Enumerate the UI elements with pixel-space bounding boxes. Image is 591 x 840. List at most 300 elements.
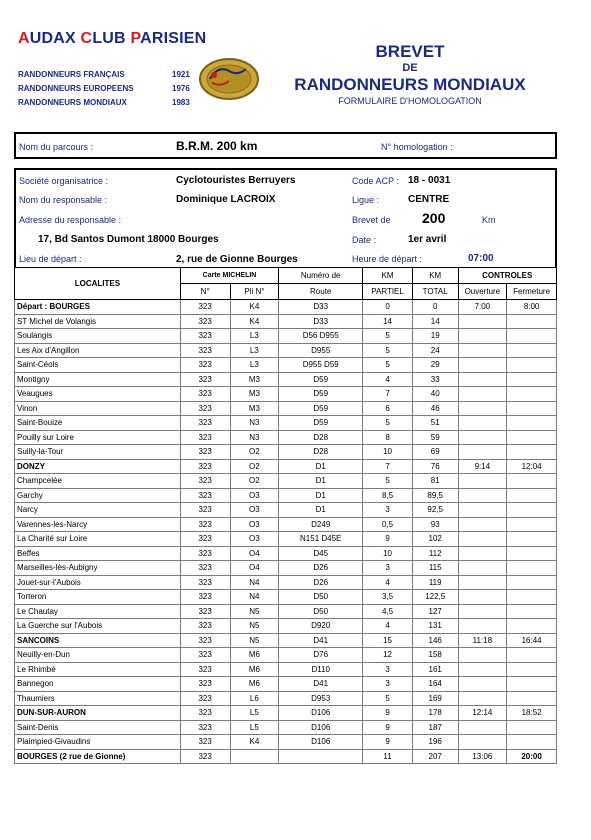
fold-cell: N5 (230, 633, 279, 648)
partial-km-cell: 15 (363, 633, 413, 648)
table-row (15, 706, 557, 721)
closing-time-cell: 12:04 (507, 459, 557, 474)
fold-cell: O2 (230, 459, 279, 474)
total-km-cell: 122,5 (412, 590, 458, 605)
route-cell: D1 (279, 488, 363, 503)
closing-time-cell (507, 604, 557, 619)
route-cell: D41 (279, 677, 363, 692)
closing-time-cell: 18:52 (507, 706, 557, 721)
route-cell: D59 (279, 387, 363, 402)
closing-time-cell: 8:00 (507, 300, 557, 315)
closing-time-cell (507, 677, 557, 692)
table-row (15, 372, 557, 387)
opening-time-cell (458, 488, 507, 503)
partial-km-cell: 10 (363, 546, 413, 561)
partial-km-cell: 4 (363, 575, 413, 590)
locality-cell: Veaugues (15, 387, 181, 402)
route-cell: D1 (279, 503, 363, 518)
route-cell: D28 (279, 445, 363, 460)
fold-cell: N3 (230, 416, 279, 431)
closing-header: Fermeture (507, 284, 557, 300)
partial-km-cell: 4,5 (363, 604, 413, 619)
total-km-cell: 46 (412, 401, 458, 416)
map-number-cell: 323 (180, 343, 230, 358)
partial-km-cell: 0,5 (363, 517, 413, 532)
table-row (15, 546, 557, 561)
fold-cell: O3 (230, 503, 279, 518)
start-place-label: Lieu de départ : (19, 254, 82, 264)
table-row (15, 604, 557, 619)
closing-time-cell (507, 314, 557, 329)
map-number-cell: 323 (180, 677, 230, 692)
locality-cell: Le Chautay (15, 604, 181, 619)
route-cell: D59 (279, 372, 363, 387)
route-name-label: Nom du parcours : (19, 142, 94, 152)
map-number-cell: 323 (180, 648, 230, 663)
closing-time-cell (507, 358, 557, 373)
society-label: Société organisatrice : (19, 176, 109, 186)
start-time-label: Heure de départ : (352, 254, 423, 264)
league-label: Ligue : (352, 195, 380, 205)
route-name-value: B.R.M. 200 km (176, 139, 258, 153)
locality-cell: Pouilly sur Loire (15, 430, 181, 445)
fold-cell: O2 (230, 474, 279, 489)
locality-cell: Les Aix d'Angillon (15, 343, 181, 358)
route-cell: D76 (279, 648, 363, 663)
michelin-map-header: Carte MICHELIN (180, 268, 278, 284)
closing-time-cell (507, 401, 557, 416)
total-km-cell: 115 (412, 561, 458, 576)
map-number-cell: 323 (180, 706, 230, 721)
opening-time-cell (458, 474, 507, 489)
locality-cell: Thaumiers (15, 691, 181, 706)
map-number-cell: 323 (180, 604, 230, 619)
table-row (15, 387, 557, 402)
map-number-cell: 323 (180, 590, 230, 605)
opening-header: Ouverture (458, 284, 507, 300)
total-km-cell: 76 (412, 459, 458, 474)
locality-cell: Neuilly-en-Dun (15, 648, 181, 663)
map-number-cell: 323 (180, 517, 230, 532)
closing-time-cell (507, 416, 557, 431)
total-km-cell: 146 (412, 633, 458, 648)
route-cell: D106 (279, 720, 363, 735)
federation-item (18, 68, 190, 82)
partial-km-cell: 7 (363, 459, 413, 474)
partial-km-cell: 5 (363, 343, 413, 358)
total-km-cell: 178 (412, 706, 458, 721)
route-cell: D249 (279, 517, 363, 532)
partial-header: PARTIEL (363, 284, 413, 300)
km-unit-label: Km (482, 215, 496, 225)
route-cell: D1 (279, 474, 363, 489)
partial-km-cell: 14 (363, 314, 413, 329)
federation-year: 1976 (172, 84, 190, 93)
federation-year: 1921 (172, 70, 190, 79)
table-row (15, 488, 557, 503)
table-row (15, 633, 557, 648)
organisation-box (14, 168, 557, 267)
map-number-cell: 323 (180, 532, 230, 547)
fold-cell: K4 (230, 735, 279, 750)
total-km-cell: 93 (412, 517, 458, 532)
fold-cell: M6 (230, 648, 279, 663)
medal-logo (198, 57, 260, 101)
km-partial-header-top: KM (363, 268, 413, 284)
opening-time-cell (458, 677, 507, 692)
route-cell: D106 (279, 706, 363, 721)
federation-name: RANDONNEURS EUROPEENS (18, 84, 134, 93)
form-subtitle: FORMULAIRE D'HOMOLOGATION (338, 96, 482, 106)
map-number-cell: 323 (180, 488, 230, 503)
opening-time-cell (458, 503, 507, 518)
total-km-cell: 0 (412, 300, 458, 315)
fold-cell: N3 (230, 430, 279, 445)
locality-cell: Marseilles-lès-Aubigny (15, 561, 181, 576)
opening-time-cell (458, 358, 507, 373)
locality-cell: DONZY (15, 459, 181, 474)
code-acp-label: Code ACP : (352, 176, 399, 186)
total-km-cell: 164 (412, 677, 458, 692)
opening-time-cell (458, 387, 507, 402)
club-name: AUDAX CLUB PARISIEN (18, 30, 207, 47)
total-km-cell: 40 (412, 387, 458, 402)
opening-time-cell (458, 735, 507, 750)
table-row (15, 503, 557, 518)
opening-time-cell: 12:14 (458, 706, 507, 721)
route-cell: D41 (279, 633, 363, 648)
map-number-cell: 323 (180, 358, 230, 373)
federation-name: RANDONNEURS FRANÇAIS (18, 70, 125, 79)
closing-time-cell: 20:00 (507, 749, 557, 764)
opening-time-cell (458, 546, 507, 561)
locality-cell: Saint-Bouize (15, 416, 181, 431)
partial-km-cell: 9 (363, 735, 413, 750)
opening-time-cell (458, 619, 507, 634)
route-cell: D59 (279, 416, 363, 431)
partial-km-cell: 5 (363, 691, 413, 706)
partial-km-cell: 3 (363, 677, 413, 692)
table-row (15, 314, 557, 329)
locality-cell: Montigny (15, 372, 181, 387)
table-row (15, 474, 557, 489)
route-cell: D45 (279, 546, 363, 561)
table-row (15, 517, 557, 532)
partial-km-cell: 10 (363, 445, 413, 460)
opening-time-cell (458, 416, 507, 431)
map-number-cell: 323 (180, 633, 230, 648)
map-number-cell: 323 (180, 416, 230, 431)
map-number-cell: 323 (180, 372, 230, 387)
title-line-3: RANDONNEURS MONDIAUX (294, 75, 526, 94)
route-cell: D955 D59 (279, 358, 363, 373)
partial-km-cell: 9 (363, 706, 413, 721)
route-cell: D26 (279, 575, 363, 590)
opening-time-cell (458, 648, 507, 663)
opening-time-cell: 11:18 (458, 633, 507, 648)
title-line-1: BREVET (375, 42, 445, 61)
total-km-cell: 24 (412, 343, 458, 358)
code-acp-value: 18 - 0031 (408, 175, 451, 186)
map-number-cell: 323 (180, 445, 230, 460)
closing-time-cell (507, 343, 557, 358)
opening-time-cell (458, 430, 507, 445)
route-cell: D33 (279, 300, 363, 315)
total-km-cell: 81 (412, 474, 458, 489)
partial-km-cell: 3 (363, 662, 413, 677)
closing-time-cell (507, 619, 557, 634)
total-km-cell: 33 (412, 372, 458, 387)
table-row (15, 329, 557, 344)
locality-cell: Le Rhimbé (15, 662, 181, 677)
locality-cell: Vinon (15, 401, 181, 416)
fold-cell: M6 (230, 662, 279, 677)
map-number-cell: 323 (180, 503, 230, 518)
total-km-cell: 14 (412, 314, 458, 329)
table-row (15, 358, 557, 373)
total-km-cell: 19 (412, 329, 458, 344)
partial-km-cell: 9 (363, 532, 413, 547)
closing-time-cell (507, 575, 557, 590)
closing-time-cell (507, 387, 557, 402)
responsible-value: Dominique LACROIX (176, 194, 276, 205)
fold-cell: O3 (230, 488, 279, 503)
opening-time-cell (458, 575, 507, 590)
route-cell: D953 (279, 691, 363, 706)
locality-cell: Beffes (15, 546, 181, 561)
closing-time-cell (507, 691, 557, 706)
opening-time-cell (458, 662, 507, 677)
total-km-cell: 187 (412, 720, 458, 735)
fold-number-header: Pli N° (230, 284, 279, 300)
map-number-cell: 323 (180, 387, 230, 402)
opening-time-cell: 9:14 (458, 459, 507, 474)
route-header: Route (279, 284, 363, 300)
opening-time-cell (458, 691, 507, 706)
locality-cell: ST Michel de Volangis (15, 314, 181, 329)
locality-cell: Soulangis (15, 329, 181, 344)
locality-cell: SANCOINS (15, 633, 181, 648)
map-number-cell: 323 (180, 735, 230, 750)
opening-time-cell (458, 329, 507, 344)
route-cell: D50 (279, 590, 363, 605)
fold-cell: N5 (230, 604, 279, 619)
start-place-value: 2, rue de Gionne Bourges (176, 254, 298, 265)
fold-cell: L3 (230, 329, 279, 344)
total-km-cell: 119 (412, 575, 458, 590)
fold-cell: L5 (230, 720, 279, 735)
partial-km-cell: 4 (363, 372, 413, 387)
table-row (15, 677, 557, 692)
total-km-cell: 69 (412, 445, 458, 460)
table-row (15, 416, 557, 431)
route-cell: D1 (279, 459, 363, 474)
partial-km-cell: 8 (363, 430, 413, 445)
map-number-cell: 323 (180, 546, 230, 561)
map-number-cell: 323 (180, 749, 230, 764)
total-km-cell: 29 (412, 358, 458, 373)
date-label: Date : (352, 235, 377, 245)
partial-km-cell: 5 (363, 329, 413, 344)
fold-cell: L6 (230, 691, 279, 706)
total-km-cell: 161 (412, 662, 458, 677)
federation-item (18, 96, 190, 110)
partial-km-cell: 7 (363, 387, 413, 402)
fold-cell: O2 (230, 445, 279, 460)
locality-cell: Torteron (15, 590, 181, 605)
map-number-cell: 323 (180, 662, 230, 677)
fold-cell: L5 (230, 706, 279, 721)
federation-year: 1983 (172, 98, 190, 107)
partial-km-cell: 11 (363, 749, 413, 764)
locality-cell: Saint-Denis (15, 720, 181, 735)
table-row (15, 532, 557, 547)
closing-time-cell (507, 503, 557, 518)
locality-cell: Plaimpied-Givaudins (15, 735, 181, 750)
table-row (15, 459, 557, 474)
route-cell (279, 749, 363, 764)
total-km-cell: 89,5 (412, 488, 458, 503)
total-km-cell: 59 (412, 430, 458, 445)
closing-time-cell (507, 720, 557, 735)
fold-cell: N4 (230, 575, 279, 590)
table-row (15, 343, 557, 358)
km-total-header-top: KM (412, 268, 458, 284)
locality-cell: Narcy (15, 503, 181, 518)
closing-time-cell (507, 488, 557, 503)
title-line-2: DE (402, 62, 418, 74)
total-km-cell: 112 (412, 546, 458, 561)
opening-time-cell (458, 343, 507, 358)
table-row (15, 720, 557, 735)
opening-time-cell (458, 401, 507, 416)
fold-cell: O4 (230, 546, 279, 561)
locality-cell: BOURGES (2 rue de Gionne) (15, 749, 181, 764)
route-cell: D26 (279, 561, 363, 576)
route-cell: D56 D955 (279, 329, 363, 344)
partial-km-cell: 6 (363, 401, 413, 416)
opening-time-cell (458, 720, 507, 735)
map-number-cell: 323 (180, 575, 230, 590)
total-header: TOTAL (412, 284, 458, 300)
brevet-distance-value: 200 (422, 210, 446, 226)
date-value: 1er avril (408, 234, 447, 245)
route-cell: D33 (279, 314, 363, 329)
start-time-value: 07:00 (468, 253, 494, 264)
closing-time-cell (507, 445, 557, 460)
route-box (14, 132, 557, 159)
fold-cell: N4 (230, 590, 279, 605)
table-row (15, 662, 557, 677)
total-km-cell: 131 (412, 619, 458, 634)
table-row (15, 561, 557, 576)
partial-km-cell: 4 (363, 619, 413, 634)
table-row (15, 648, 557, 663)
opening-time-cell (458, 590, 507, 605)
opening-time-cell (458, 532, 507, 547)
responsible-label: Nom du responsable : (19, 195, 108, 205)
locality-cell: Bannegon (15, 677, 181, 692)
localites-header: LOCALITES (15, 268, 181, 300)
map-number-cell: 323 (180, 619, 230, 634)
brevet-distance-label: Brevet de (352, 215, 391, 225)
partial-km-cell: 3 (363, 503, 413, 518)
controls-header: CONTROLES (458, 268, 557, 284)
fold-cell: L3 (230, 358, 279, 373)
fold-cell: K4 (230, 300, 279, 315)
locality-cell: La Guerche sur l'Aubois (15, 619, 181, 634)
closing-time-cell (507, 648, 557, 663)
opening-time-cell (458, 314, 507, 329)
closing-time-cell (507, 430, 557, 445)
map-number-cell: 323 (180, 459, 230, 474)
closing-time-cell (507, 546, 557, 561)
table-row (15, 735, 557, 750)
locality-cell: Garchy (15, 488, 181, 503)
partial-km-cell: 5 (363, 416, 413, 431)
table-row (15, 445, 557, 460)
closing-time-cell (507, 474, 557, 489)
league-value: CENTRE (408, 194, 450, 205)
route-cell: D106 (279, 735, 363, 750)
partial-km-cell: 0 (363, 300, 413, 315)
total-km-cell: 92,5 (412, 503, 458, 518)
partial-km-cell: 3 (363, 561, 413, 576)
locality-cell: Saint-Céols (15, 358, 181, 373)
route-number-header: Numéro de (279, 268, 363, 284)
total-km-cell: 207 (412, 749, 458, 764)
opening-time-cell (458, 372, 507, 387)
closing-time-cell (507, 532, 557, 547)
locality-cell: Jouet-sur-l'Aubois (15, 575, 181, 590)
homologation-label: N° homologation : (381, 142, 453, 152)
federation-item (18, 82, 190, 96)
route-cell: D28 (279, 430, 363, 445)
opening-time-cell (458, 604, 507, 619)
total-km-cell: 158 (412, 648, 458, 663)
address-value: 17, Bd Santos Dumont 18000 Bourges (38, 234, 219, 245)
map-number-cell: 323 (180, 691, 230, 706)
total-km-cell: 51 (412, 416, 458, 431)
total-km-cell: 102 (412, 532, 458, 547)
closing-time-cell (507, 590, 557, 605)
locality-cell: Varennes-les-Narcy (15, 517, 181, 532)
locality-cell: Champcelée (15, 474, 181, 489)
route-cell: N151 D45E (279, 532, 363, 547)
federation-name: RANDONNEURS MONDIAUX (18, 98, 127, 107)
table-row (15, 619, 557, 634)
locality-cell: La Charité sur Loire (15, 532, 181, 547)
total-km-cell: 196 (412, 735, 458, 750)
form-title (285, 42, 535, 107)
table-row (15, 401, 557, 416)
opening-time-cell: 13:06 (458, 749, 507, 764)
map-number-cell: 323 (180, 430, 230, 445)
map-number-cell: 323 (180, 474, 230, 489)
route-cell: D50 (279, 604, 363, 619)
fold-cell: M3 (230, 387, 279, 402)
closing-time-cell: 16:44 (507, 633, 557, 648)
map-number-cell: 323 (180, 720, 230, 735)
route-table (14, 267, 557, 764)
map-number-cell: 323 (180, 300, 230, 315)
address-label: Adresse du responsable : (19, 215, 122, 225)
table-row (15, 300, 557, 315)
closing-time-cell (507, 735, 557, 750)
partial-km-cell: 5 (363, 358, 413, 373)
table-row (15, 749, 557, 764)
opening-time-cell (458, 445, 507, 460)
